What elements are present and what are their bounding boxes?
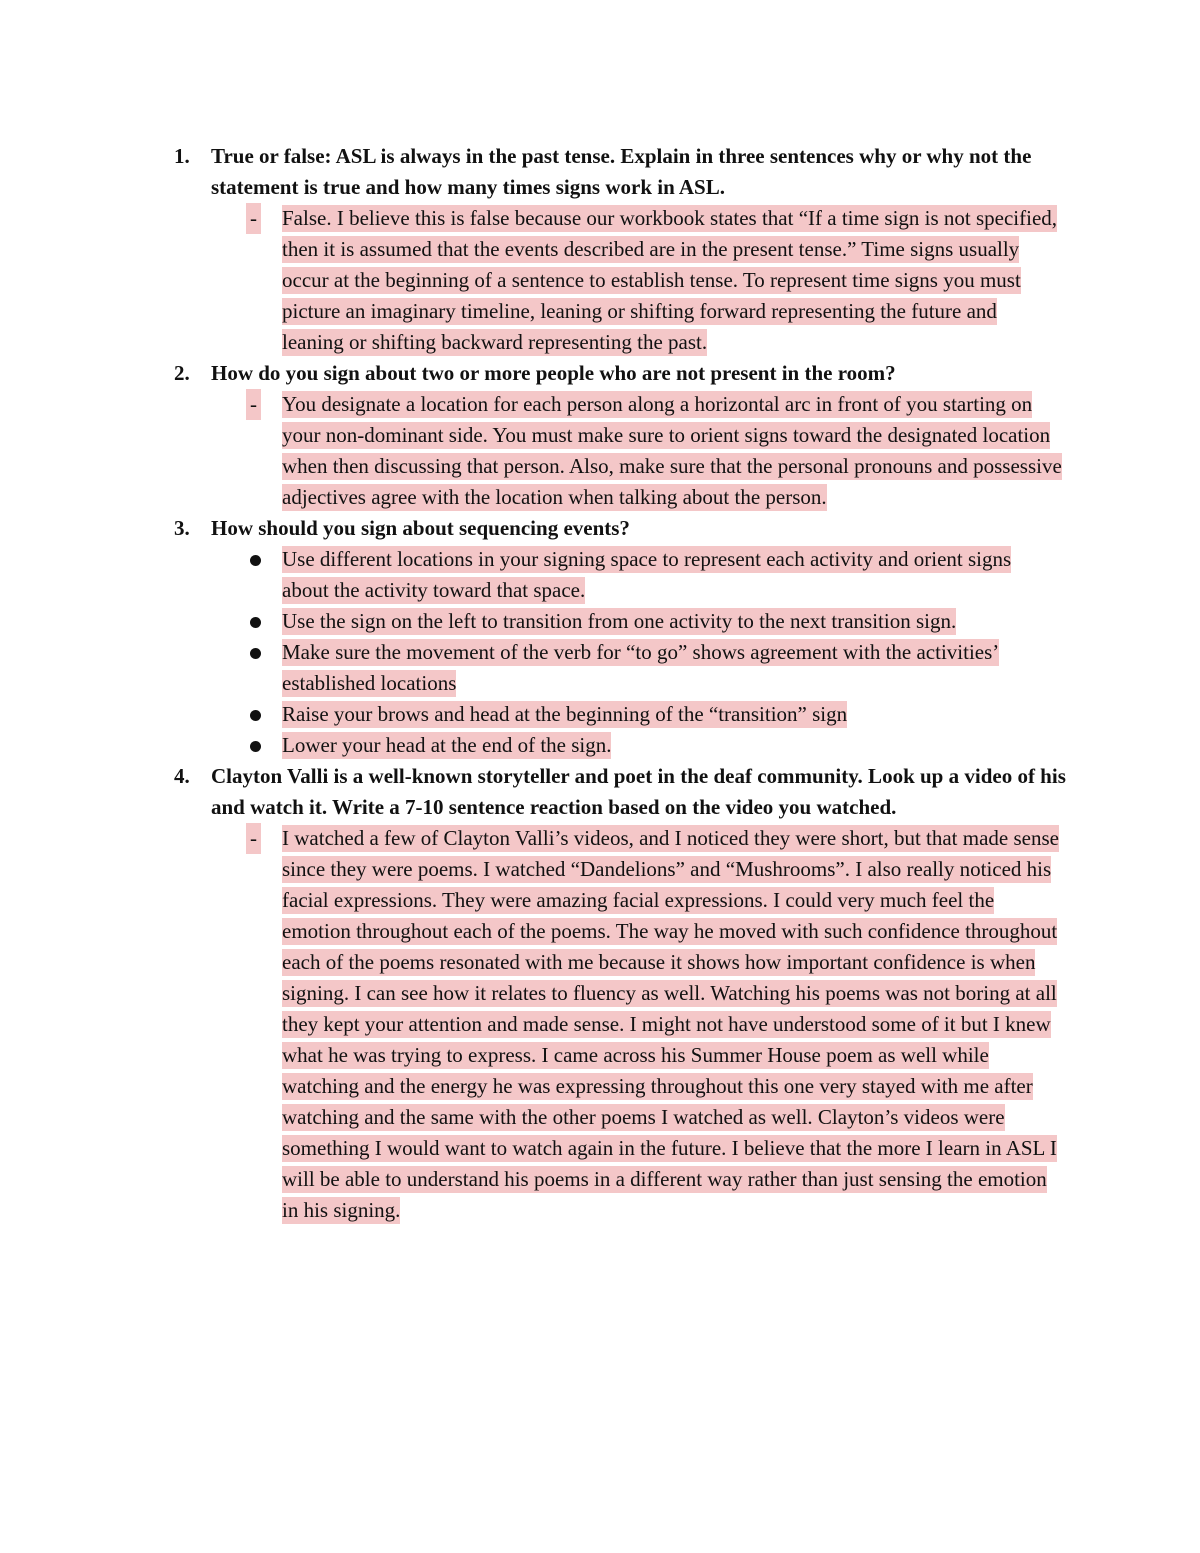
highlighted-answer: Raise your brows and head at the beginning of the “transition” sign	[282, 702, 848, 726]
answer-list-4	[246, 823, 1074, 1226]
answer-text-wrap	[282, 606, 1062, 637]
dash-marker: -	[246, 823, 282, 854]
document-body	[174, 141, 1074, 1226]
answer-item	[246, 823, 1074, 1226]
answer-list-3	[246, 544, 1074, 761]
answer-item	[246, 203, 1074, 358]
answer-list-1	[246, 203, 1074, 358]
highlighted-answer: Make sure the movement of the verb for “to go” shows agreement with the activities’ established locations	[282, 640, 1000, 695]
answer-text-wrap	[282, 730, 1062, 761]
answer-text-wrap	[282, 823, 1062, 1226]
dash-marker: -	[246, 203, 282, 234]
question-3	[174, 513, 1074, 544]
answer-text-wrap	[282, 544, 1062, 606]
question-text: True or false: ASL is always in the past tense. Explain in three sentences why or why not the statement is true and how many times signs work in ASL.	[211, 144, 1032, 199]
dash-marker: -	[246, 389, 282, 420]
answer-list-2	[246, 389, 1074, 513]
question-2	[174, 358, 1074, 389]
highlighted-answer: Use different locations in your signing space to represent each activity and orient signs about the activity toward that space.	[282, 547, 1012, 602]
answer-item	[246, 389, 1074, 513]
question-1	[174, 141, 1074, 203]
question-4	[174, 761, 1074, 823]
question-number: 2.	[174, 361, 190, 385]
question-text: Clayton Valli is a well-known storyteller and poet in the deaf community. Look up a video of his and watch it. Write a 7-10 sentence reaction based on the video you watched.	[211, 764, 1066, 819]
question-text: How do you sign about two or more people who are not present in the room?	[211, 361, 896, 385]
answer-text-wrap	[282, 637, 1062, 699]
bullet-item	[246, 730, 1074, 761]
question-number: 3.	[174, 516, 190, 540]
highlighted-answer: I watched a few of Clayton Valli’s videos, and I noticed they were short, but that made sense since they were poems. I watched “Dandelions” and “Mushrooms”. I also really noticed his facial expressions. They were amazing facial expressions. I could very much feel the emotion throughout each of the poems. The way he moved with such confidence throughout each of the poems resonated with me because it shows how important confidence is when signing. I can see how it relates to fluency as well. Watching his poems was not boring at all they kept your attention and made sense. I might not have understood some of it but I knew what he was trying to express. I came across his Summer House poem as well while watching and the energy he was expressing throughout this one very stayed with me after watching and the same with the other poems I watched as well. Clayton’s videos were something I would want to watch again in the future. I believe that the more I learn in ASL I will be able to understand his poems in a different way rather than just sensing the emotion in his signing.	[282, 826, 1059, 1222]
bullet-item	[246, 544, 1074, 606]
question-text: How should you sign about sequencing events?	[211, 516, 630, 540]
highlighted-answer: Use the sign on the left to transition from one activity to the next transition sign.	[282, 609, 957, 633]
bullet-item	[246, 637, 1074, 699]
highlighted-answer: You designate a location for each person along a horizontal arc in front of you starting on your non-dominant side. You must make sure to orient signs toward the designated location when then discussing that person. Also, make sure that the personal pronouns and possessive adjectives agree with the location when talking about the person.	[282, 392, 1062, 509]
highlighted-answer: Lower your head at the end of the sign.	[282, 733, 612, 757]
question-number: 4.	[174, 764, 190, 788]
answer-text-wrap	[282, 699, 1062, 730]
answer-text-wrap	[282, 203, 1062, 358]
bullet-item	[246, 699, 1074, 730]
bullet-item	[246, 606, 1074, 637]
question-number: 1.	[174, 144, 190, 168]
answer-text-wrap	[282, 389, 1062, 513]
highlighted-answer: False. I believe this is false because our workbook states that “If a time sign is not specified, then it is assumed that the events described are in the present tense.” Time signs usually occur at the beginning of a sentence to establish tense. To represent time signs you must picture an imaginary timeline, leaning or shifting forward representing the future and leaning or shifting backward representing the past.	[282, 206, 1058, 354]
